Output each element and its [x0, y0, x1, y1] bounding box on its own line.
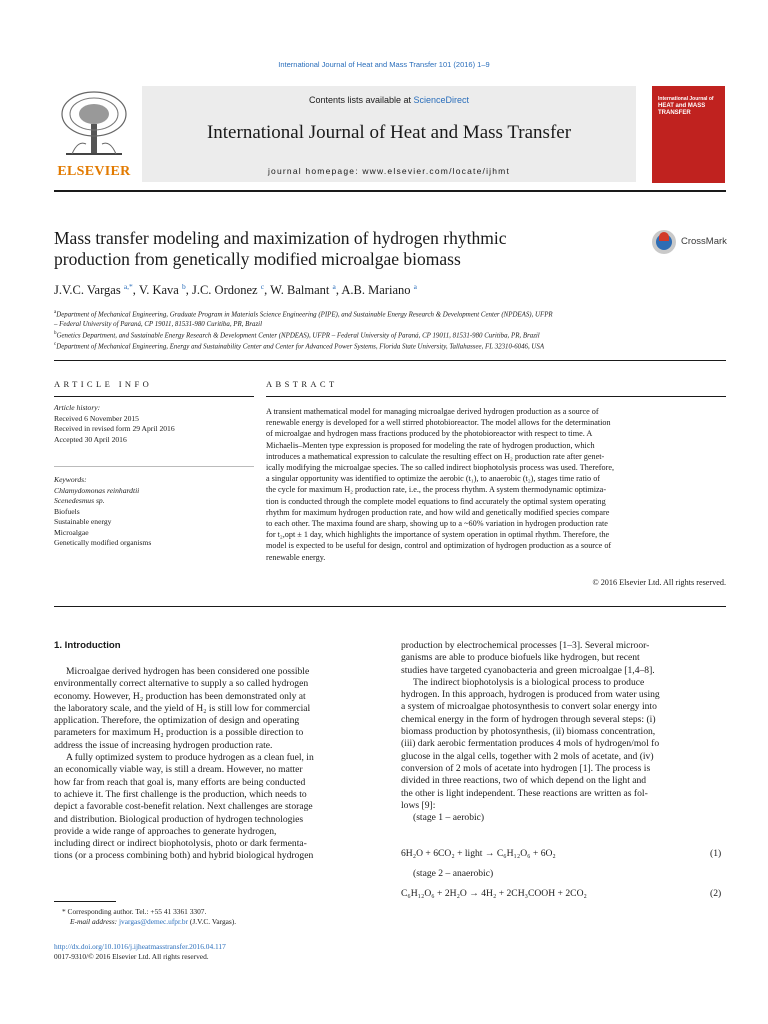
crossmark-badge[interactable] — [652, 230, 732, 256]
doi-block — [54, 942, 384, 962]
footnote-rule — [54, 901, 116, 902]
crossmark-label: CrossMark — [681, 236, 727, 247]
cover-title: HEAT and MASS TRANSFER — [658, 103, 706, 116]
author[interactable]: J.C. Ordonez $^c$ — [191, 282, 265, 298]
title-line-1: Mass transfer modeling and maximization of hydrogen rhythmic — [54, 228, 507, 248]
front-matter-divider — [54, 606, 726, 607]
affiliation-a: $^a$Department of Mechanical Engineering, Graduate Program in Materials Science Engineering (PIPE), and Sustainable Energy Research & Development Center (NPDEAS), UFPR – Federal University of Paraná, CP 19011, 81531-980 Curitiba, PR, Brazil — [54, 310, 553, 329]
article-history: Article history: Received 6 November 2015 Received in revised form 29 April 2016 Accepted 30 April 2016 — [54, 403, 175, 444]
affiliation-c: $^c$Department of Mechanical Engineering, Energy and Sustainability Center and Center for Advanced Power Systems, Florida State University, Tallahassee, FL 32310-6046, USA — [54, 342, 545, 351]
section-heading-introduction: 1. Introduction — [54, 640, 121, 651]
keyword: Genetically modified organisms — [54, 538, 152, 547]
affiliation-divider — [54, 360, 726, 361]
author[interactable]: V. Kava $^b$ — [138, 282, 186, 298]
author[interactable]: J.V.C. Vargas $^{a,*}$ — [54, 282, 133, 298]
sciencedirect-link[interactable]: ScienceDirect — [413, 95, 470, 105]
contents-prefix: Contents lists available at — [308, 95, 414, 105]
masthead-divider — [54, 190, 726, 192]
abstract-text: A transient mathematical model for managing microalgae derived hydrogen production as a source of renewable energy is developed for a well stirred photobioreactor. The model allows for the determination of microalgae and hydrogen mass fractions produced by the photobioreactor with respect to time. A Michaelis–Menten type expression is proposed for modeling the rate of hydrogen production, which introduces a mathematical expression to calculate the resulting effect on H₂ production rate after genet- ically modifying the microalgae species. The so called indirect biophotolysis process was used. Therefore, a singular opportunity was identified to optimize the aerobic (t₁), to anaerobic (t₂), stages time ratio of the cycle for maximum H₂ production rate, i.e., the process rhythm. A system thermodynamic optimiza- tion is conducted through the complete model equations to find accurately the optimal system operating rhythm for maximum hydrogen production rate, and how wild and genetically modified species compare to each other. The maxima found are sharp, showing up to a ~60% variation in hydrogen production rate for t₂,opt ± 1 day, which highlights the importance of system operation in optimal rhythm. Therefore, the model is expected to be useful for design, control and optimization of hydrogen production as a source of renewable energy. — [266, 407, 615, 562]
abstract-rule — [266, 396, 726, 397]
corresponding-author-note: * Corresponding author. Tel.: +55 41 3361 3307. E-mail address: jvargas@demec.ufpr.br (J.V.C. Vargas). — [62, 907, 237, 927]
abstract-copyright: © 2016 Elsevier Ltd. All rights reserved. — [592, 578, 726, 587]
journal-cover-thumbnail[interactable] — [652, 86, 725, 183]
keyword: Sustainable energy — [54, 517, 112, 526]
doi-link[interactable]: http://dx.doi.org/10.1016/j.ijheatmasstransfer.2016.04.117 — [54, 942, 226, 951]
contents-line — [142, 95, 636, 105]
keyword: Microalgae — [54, 527, 89, 537]
crossmark-icon — [652, 230, 676, 254]
affiliation-b: $^b$Genetics Department, and Sustainable Energy Research & Development Center (NPDEAS), UFPR – Federal University of Paraná, CP 19011, 81531-980 Curitiba, PR, Brazil — [54, 331, 540, 340]
journal-title: International Journal of Heat and Mass Transfer — [206, 122, 572, 143]
keyword: Biofuels — [54, 506, 80, 516]
journal-homepage[interactable]: journal homepage: www.elsevier.com/locate/ijhmt — [267, 166, 511, 176]
email-link[interactable]: jvargas@demec.ufpr.br — [119, 917, 189, 927]
equation-1: 6H₂O + 6CO₂ + light → C₆H₁₂O₆ + 6O₂ — [401, 848, 556, 859]
abstract-heading: ABSTRACT — [266, 379, 338, 389]
issn-line: 0017-9310/© 2016 Elsevier Ltd. All rights reserved. — [54, 952, 209, 962]
title-line-2: production from genetically modified microalgae biomass — [54, 249, 461, 269]
stage-2-label: (stage 2 – anaerobic) — [413, 868, 494, 879]
keyword: Chlamydomonas reinhardtii — [54, 485, 140, 495]
author[interactable]: W. Balmant $^a$ — [270, 282, 336, 298]
paper-title — [54, 228, 614, 270]
stage-1-label: (stage 1 – aerobic) — [413, 812, 485, 824]
journal-masthead — [54, 86, 726, 184]
intro-right-column: production by electrochemical processes [1–3]. Several microor- ganisms are able to produce biofuels like hydrogen, but recent studies have targeted cyanobacteria and green microalgae [1,4–8]. The indirect biophotolysis is a biological process to produce hydrogen. In this approach, hydrogen is produced from water using a system of microalgae photosynthesis to convert solar energy into chemical energy in the form of hydrogen through several steps: (i) biomass production by photosynthesis, (ii) biomass concentration, (iii) dark aerobic fermentation produces 4 mols of hydrogen/mol fo glucose in the algal cells, together with 2 mols of acetate, and (iv) conversion of 2 mols of acetate into hydrogen [1]. The process is divided in three reactions, two of which depend on the light and the other is light independent. These reactions are written as fol- lows [9]: (stage 1 – aerobic) — [401, 640, 726, 824]
keyword: Scenedesmus sp. — [54, 496, 105, 505]
author[interactable]: A.B. Mariano $^a$ — [341, 282, 417, 298]
journal-header-box — [142, 86, 636, 182]
elsevier-tree-icon — [58, 90, 130, 160]
journal-citation[interactable]: International Journal of Heat and Mass Transfer 101 (2016) 1–9 — [278, 60, 490, 69]
elsevier-wordmark: ELSEVIER — [57, 164, 131, 179]
keywords: Keywords: Chlamydomonas reinhardtii Scenedesmus sp. Biofuels Sustainable energy Microalgae Genetically modified organisms — [54, 475, 254, 549]
article-info-rule — [54, 396, 254, 397]
equation-1-number: (1) — [710, 848, 722, 859]
intro-left-column: Microalgae derived hydrogen has been considered one possible environmentally correct alternative to supply a so called hydrogen economy. However, H₂ production has been demonstrated only at the laboratory scale, and the yield of H₂ is still low for commercial application. Therefore, the optimization of design and operating parameters for maximum H₂ production is a possible direction to address the issue of increasing hydrogen production rate. A fully optimized system to produce hydrogen as a clean fuel, in an economically viable way, is still a dream. However, no matter how far from reach that goal is, many efforts are being conducted to achieve it. The first challenge is the production, which needs to depict a favorable cost-benefit relation. Next challenges are storage and distribution. Biological production of hydrogen technologies provide a wide range of approaches to generate hydrogen, including direct or indirect biophotolysis, photo or dark fermenta- tions (or a process combining both) and hybrid biological hydrogen — [54, 666, 314, 862]
equation-2-number: (2) — [710, 888, 722, 899]
author-list: J.V.C. Vargas $^{a,*}$, V. Kava $^b$, J.C. Ordonez $^c$, W. Balmant $^a$, A.B. Mariano $^a$ — [54, 282, 417, 298]
keywords-rule — [54, 466, 254, 467]
elsevier-logo[interactable] — [54, 86, 134, 184]
article-info-heading: ARTICLE INFO — [54, 379, 153, 389]
cover-subtitle: International Journal of — [658, 96, 714, 102]
equation-2: C₆H₁₂O₆ + 2H₂O → 4H₂ + 2CH₃COOH + 2CO₂ — [401, 888, 587, 899]
